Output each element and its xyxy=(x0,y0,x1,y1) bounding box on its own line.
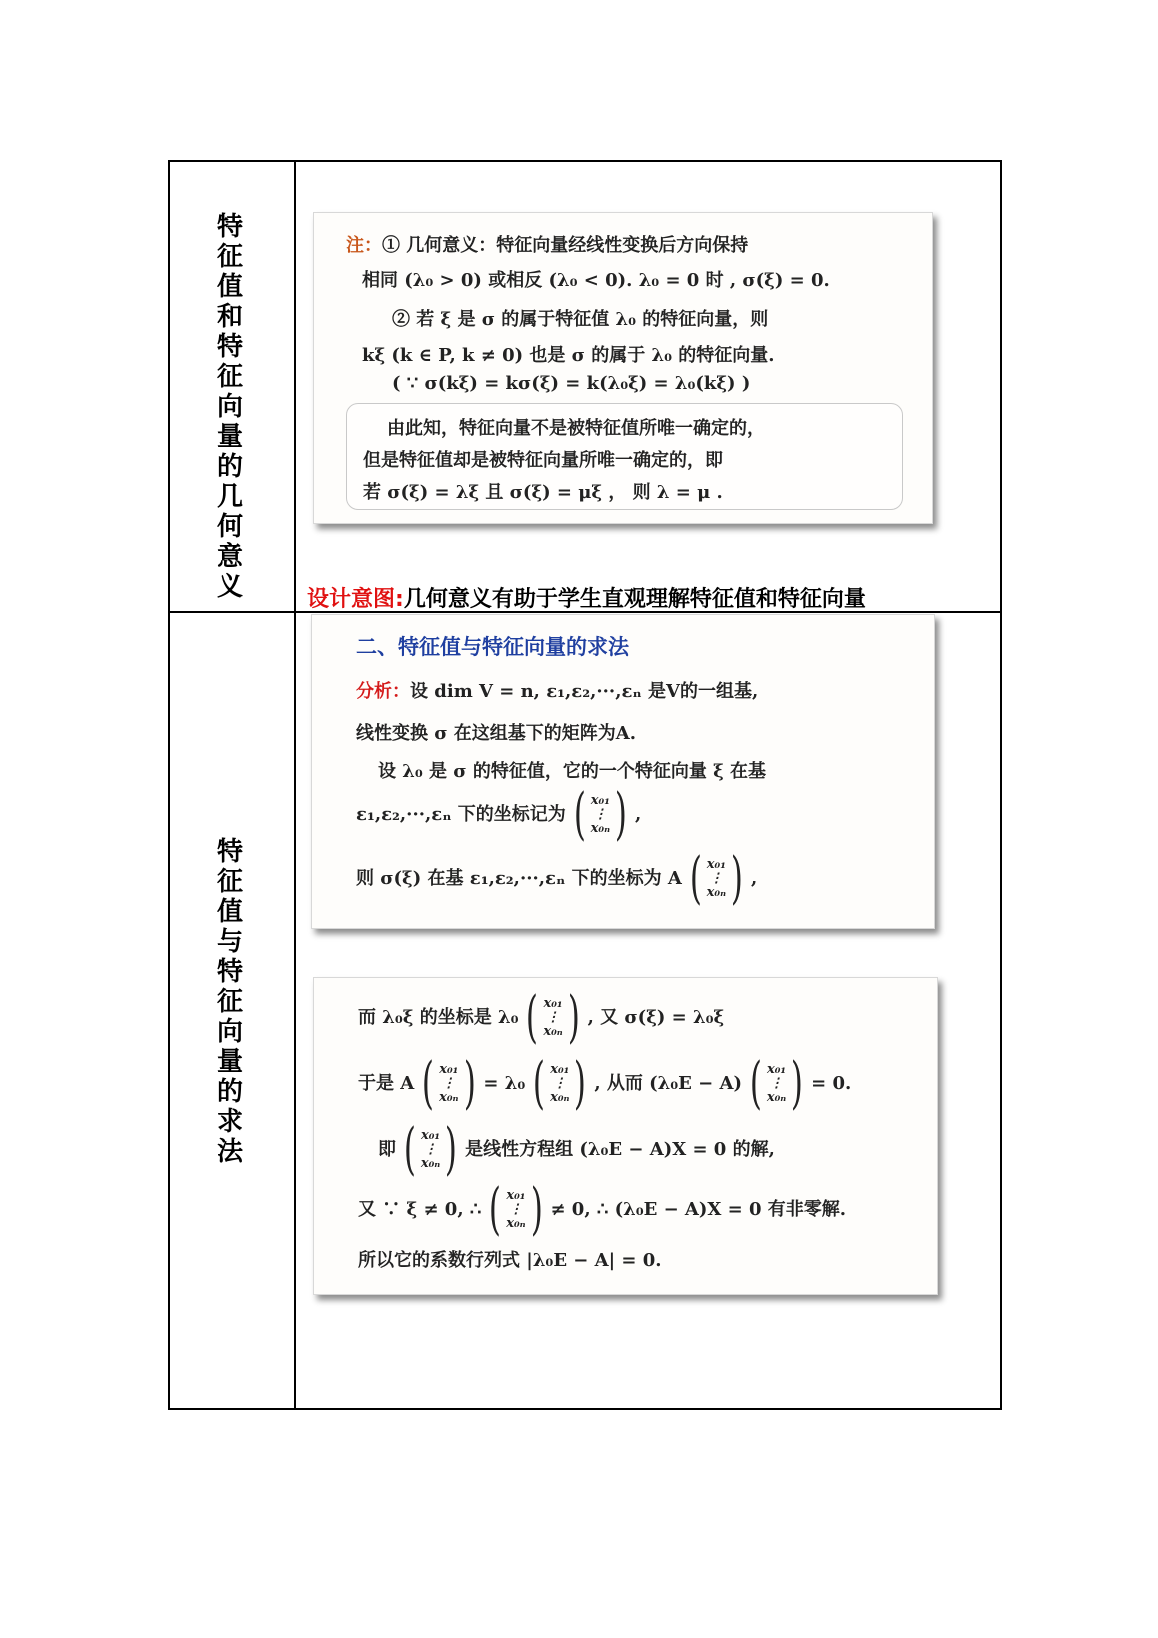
note-line-4: kξ (k ∈ P, k ≠ 0) 也是 σ 的属于 λ₀ 的特征向量. xyxy=(362,345,775,366)
label-char: 与 xyxy=(216,927,243,957)
vector-entries xyxy=(506,1189,525,1231)
label-char: 的 xyxy=(216,452,243,482)
vector-entries xyxy=(550,1063,569,1105)
note-line-5: ( ∵ σ(kξ) = kσ(ξ) = k(λ₀ξ) = λ₀(kξ) ) xyxy=(392,373,751,394)
vector-ellipsis: ⋮ xyxy=(424,1142,438,1157)
left-paren: ( xyxy=(489,1177,502,1242)
section-title: 二、特征值与特征向量的求法 xyxy=(356,635,629,659)
left-paren: ( xyxy=(689,846,702,911)
right-paren: ) xyxy=(614,782,628,847)
label-char: 法 xyxy=(216,1137,243,1167)
label-char: 征 xyxy=(216,362,243,392)
vector-top: x₀₁ xyxy=(506,1188,526,1203)
vector-top: x₀₁ xyxy=(420,1128,441,1143)
vector-bottom: x₀ₙ xyxy=(439,1090,459,1105)
vector-bottom: x₀ₙ xyxy=(706,885,727,900)
label-char: 何 xyxy=(216,512,243,542)
row-label-geometric-meaning xyxy=(202,212,258,602)
label-char: 意 xyxy=(216,542,243,572)
vector-ellipsis: ⋮ xyxy=(593,807,607,822)
vector-bottom: x₀ₙ xyxy=(506,1216,526,1231)
label-char: 的 xyxy=(216,1077,243,1107)
vector-ellipsis: ⋮ xyxy=(509,1202,523,1217)
note-line-1: 注：① 几何意义：特征向量经线性变换后方向保持 xyxy=(346,235,749,256)
vector-top: x₀₁ xyxy=(543,996,563,1011)
vector-top: x₀₁ xyxy=(766,1062,787,1077)
column-vector xyxy=(685,846,748,911)
analysis-line-3: 设 λ₀ 是 σ 的特征值，它的一个特征向量 ξ 在基 xyxy=(378,761,767,782)
derivation-line-2: 于是 A ( x₀₁ ⋮ x₀ₙ ) = λ₀ ( x₀₁ ⋮ x₀ₙ ) , 从而 (λ₀E − A) ( x₀₁ ⋮ x₀ₙ ) = 0. xyxy=(358,1051,852,1116)
column-vector xyxy=(484,1177,547,1242)
vector-entries xyxy=(439,1063,458,1105)
derivation-line-3: 即 ( x₀₁ ⋮ x₀ₙ ) 是线性方程组 (λ₀E − A)X = 0 的解, xyxy=(378,1117,775,1182)
column-vector xyxy=(569,782,632,847)
derivation-line-1: 而 λ₀ξ 的坐标是 λ₀ ( x₀₁ ⋮ x₀ₙ ) , 又 σ(ξ) = λ₀ξ xyxy=(358,985,725,1050)
vector-ellipsis: ⋮ xyxy=(709,871,723,886)
derivation-line-4: 又 ∵ ξ ≠ 0, ∴ ( x₀₁ ⋮ x₀ₙ ) ≠ 0, ∴ (λ₀E − A)X = 0 有非零解. xyxy=(358,1177,847,1242)
vector-bottom: x₀ₙ xyxy=(543,1024,563,1039)
label-char: 特 xyxy=(216,957,243,987)
vector-bottom: x₀ₙ xyxy=(590,821,611,836)
derivation-line-5: 所以它的系数行列式 |λ₀E − A| = 0. xyxy=(358,1250,662,1271)
label-char: 征 xyxy=(216,987,243,1017)
vector-entries xyxy=(767,1063,786,1105)
analysis-line-2: 线性变换 σ 在这组基下的矩阵为A. xyxy=(356,723,637,744)
design-intent-label: 设计意图: xyxy=(307,587,404,612)
design-intent-text: 几何意义有助于学生直观理解特征值和特征向量 xyxy=(403,587,866,612)
vector-ellipsis: ⋮ xyxy=(442,1076,456,1091)
vector-top: x₀₁ xyxy=(550,1062,570,1077)
left-paren: ( xyxy=(403,1117,416,1182)
label-char: 特 xyxy=(216,837,243,867)
vector-entries xyxy=(707,858,726,900)
right-paren: ) xyxy=(730,846,744,911)
label-char: 向 xyxy=(216,392,243,422)
vector-entries xyxy=(543,997,562,1039)
vector-ellipsis: ⋮ xyxy=(770,1076,784,1091)
label-char: 几 xyxy=(216,482,243,512)
right-paren: ) xyxy=(567,985,580,1050)
label-char: 征 xyxy=(216,867,243,897)
right-paren: ) xyxy=(445,1117,458,1182)
analysis-line-5: 则 σ(ξ) 在基 ε₁,ε₂,···,εₙ 下的坐标为 A ( x₀₁ ⋮ x₀ₙ ) , xyxy=(356,846,758,911)
label-char: 值 xyxy=(216,897,243,927)
vector-entries xyxy=(591,794,610,836)
left-paren: ( xyxy=(422,1051,435,1116)
right-paren: ) xyxy=(530,1177,543,1242)
label-char: 求 xyxy=(216,1107,243,1137)
left-paren: ( xyxy=(533,1051,546,1116)
vector-bottom: x₀ₙ xyxy=(550,1090,570,1105)
vector-bottom: x₀ₙ xyxy=(766,1090,787,1105)
slide-solving-method-2 xyxy=(313,977,938,1295)
right-paren: ) xyxy=(791,1051,804,1116)
vector-entries xyxy=(421,1129,440,1171)
left-paren: ( xyxy=(526,985,539,1050)
design-intent xyxy=(307,582,866,613)
vector-ellipsis: ⋮ xyxy=(546,1010,560,1025)
label-char: 特 xyxy=(216,332,243,362)
left-paren: ( xyxy=(749,1051,762,1116)
lesson-table xyxy=(168,160,1002,1410)
note-line-2: 相同 (λ₀ > 0) 或相反 (λ₀ < 0). λ₀ = 0 时 , σ(ξ) = 0. xyxy=(362,270,830,291)
vector-top: x₀₁ xyxy=(439,1062,459,1077)
right-paren: ) xyxy=(574,1051,587,1116)
label-char: 向 xyxy=(216,1017,243,1047)
label-char: 量 xyxy=(216,422,243,452)
label-char: 和 xyxy=(216,302,243,332)
conclusion-line-2: 但是特征值却是被特征向量所唯一确定的，即 xyxy=(363,450,723,471)
label-char: 值 xyxy=(216,272,243,302)
column-vector xyxy=(521,985,584,1050)
vector-bottom: x₀ₙ xyxy=(420,1156,441,1171)
column-vector xyxy=(399,1117,462,1182)
analysis-line: 分析：设 dim V = n, ε₁,ε₂,···,εₙ 是V的一组基, xyxy=(356,681,759,702)
analysis-line-4: ε₁,ε₂,···,εₙ 下的坐标记为 ( x₀₁ ⋮ x₀ₙ ) , xyxy=(356,782,642,847)
conclusion-box xyxy=(346,403,903,510)
column-vector xyxy=(528,1051,591,1116)
vector-top: x₀₁ xyxy=(590,793,610,808)
column-divider xyxy=(294,162,296,1408)
right-paren: ) xyxy=(463,1051,476,1116)
note-line-3: ② 若 ξ 是 σ 的属于特征值 λ₀ 的特征向量，则 xyxy=(392,309,769,330)
left-paren: ( xyxy=(573,782,586,847)
label-char: 征 xyxy=(216,242,243,272)
row-label-solving-method xyxy=(202,837,258,1167)
slide-geometric-meaning xyxy=(313,212,933,524)
label-char: 义 xyxy=(216,572,243,602)
column-vector xyxy=(417,1051,480,1116)
conclusion-line-3: 若 σ(ξ) = λξ 且 σ(ξ) = μξ ， 则 λ = μ . xyxy=(363,482,723,503)
conclusion-line-1: 由此知，特征向量不是被特征值所唯一确定的， xyxy=(387,418,765,439)
slide-solving-method-1 xyxy=(311,614,935,929)
label-char: 量 xyxy=(216,1047,243,1077)
vector-ellipsis: ⋮ xyxy=(553,1076,567,1091)
column-vector xyxy=(745,1051,808,1116)
label-char: 特 xyxy=(216,212,243,242)
vector-top: x₀₁ xyxy=(706,857,726,872)
